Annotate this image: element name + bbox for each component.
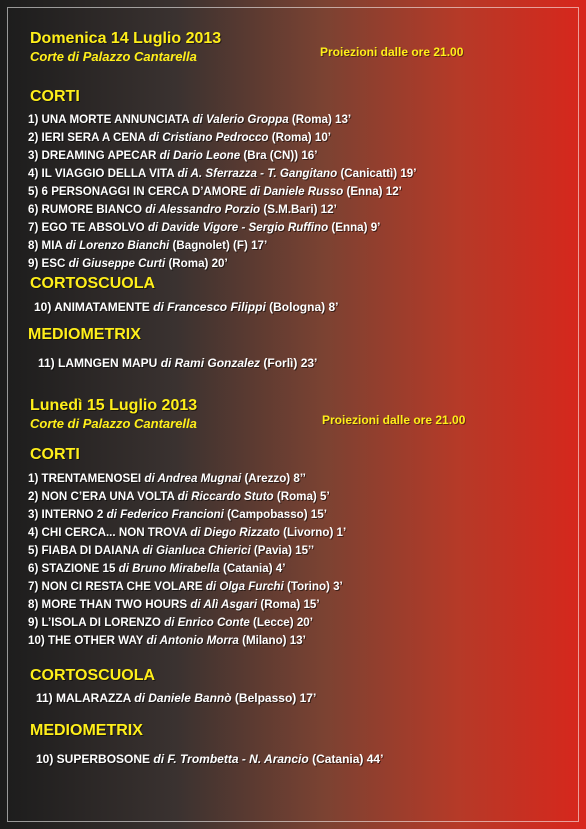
day1-mediometrix-list [38, 354, 317, 372]
film-title: 6) STAZIONE 15 [28, 562, 119, 575]
film-origin-duration: (Canicattì) 19’ [337, 167, 417, 180]
film-origin-duration: (Bra (CN)) 16’ [240, 149, 318, 162]
film-origin-duration: (Bologna) 8’ [265, 300, 339, 314]
film-title: 5) 6 PERSONAGGI IN CERCA D’AMORE [28, 185, 250, 198]
film-origin-duration: (Livorno) 1’ [279, 526, 347, 539]
film-director: di Antonio Morra [146, 634, 239, 647]
film-origin-duration: (Enna) 12’ [343, 185, 402, 198]
film-title: 8) MORE THAN TWO HOURS [28, 598, 191, 611]
film-title: 3) DREAMING APECAR [28, 149, 160, 162]
film-director: di Federico Francioni [106, 508, 224, 521]
day1-corti-list [28, 111, 416, 273]
day2-cortoscuola-list [36, 689, 316, 707]
film-origin-duration: (Campobasso) 15’ [223, 508, 327, 521]
film-director: di Riccardo Stuto [177, 490, 274, 503]
film-title: 5) FIABA DI DAIANA [28, 544, 143, 557]
film-title: 10) THE OTHER WAY [28, 634, 147, 647]
film-entry [28, 506, 346, 524]
day2-mediometrix-list [36, 750, 383, 768]
film-director: di Lorenzo Bianchi [65, 239, 170, 252]
film-origin-duration: (Torino) 3’ [283, 580, 343, 593]
film-entry [28, 578, 346, 596]
film-origin-duration: (Lecce) 20’ [249, 616, 313, 629]
film-entry [28, 165, 416, 183]
film-origin-duration: (Belpasso) 17’ [231, 691, 317, 705]
film-director: di Daniele Bannò [134, 691, 232, 705]
film-title: 6) RUMORE BIANCO [28, 203, 146, 216]
film-title: 9) ESC [28, 257, 69, 270]
day1-title: Domenica 14 Luglio 2013 [30, 30, 222, 47]
film-entry [28, 201, 416, 219]
film-director: di F. Trombetta - N. Arancio [153, 752, 309, 766]
film-origin-duration: (Enna) 9’ [328, 221, 381, 234]
film-director: di Enrico Conte [164, 616, 250, 629]
film-origin-duration: (Catania) 44’ [308, 752, 384, 766]
film-title: 10) SUPERBOSONE [36, 752, 154, 766]
film-entry [28, 524, 346, 542]
day2-cortoscuola-heading: CORTOSCUOLA [30, 667, 156, 684]
film-title: 11) MALARAZZA [36, 691, 135, 705]
film-origin-duration: (Catania) 4’ [219, 562, 286, 575]
film-director: di Rami Gonzalez [160, 356, 261, 370]
film-origin-duration: (S.M.Bari) 12’ [260, 203, 337, 216]
film-origin-duration: (Milano) 13’ [238, 634, 306, 647]
day2-title: Lunedì 15 Luglio 2013 [30, 397, 198, 414]
film-title: 2) IERI SERA A CENA [28, 131, 149, 144]
day1-projections: Proiezioni dalle ore 21.00 [320, 45, 464, 59]
day2-corti-heading: CORTI [30, 446, 80, 463]
film-entry [28, 111, 416, 129]
film-title: 10) ANIMATAMENTE [34, 300, 154, 314]
film-entry [28, 488, 346, 506]
film-entry [28, 237, 416, 255]
film-director: di Alessandro Porzio [145, 203, 261, 216]
film-origin-duration: (Bagnolet) (F) 17’ [169, 239, 268, 252]
day2-venue: Corte di Palazzo Cantarella [30, 416, 197, 431]
film-title: 2) NON C’ERA UNA VOLTA [28, 490, 178, 503]
film-director: di Dario Leone [159, 149, 241, 162]
film-entry [28, 632, 346, 650]
film-entry [28, 542, 346, 560]
film-title: 1) TRENTAMENOSEI [28, 472, 145, 485]
film-director: di Bruno Mirabella [118, 562, 220, 575]
day2-projections: Proiezioni dalle ore 21.00 [322, 413, 466, 427]
film-director: di Valerio Groppa [192, 113, 289, 126]
day1-mediometrix-heading: MEDIOMETRIX [28, 326, 141, 343]
film-director: di Davide Vigore - Sergio Ruffino [147, 221, 329, 234]
film-title: 4) CHI CERCA... NON TROVA [28, 526, 191, 539]
film-title: 4) IL VIAGGIO DELLA VITA [28, 167, 178, 180]
film-entry [36, 750, 383, 768]
day1-cortoscuola-list [34, 298, 338, 316]
day1-venue: Corte di Palazzo Cantarella [30, 49, 197, 64]
day1-corti-heading: CORTI [30, 88, 80, 105]
film-title: 7) EGO TE ABSOLVO [28, 221, 148, 234]
film-director: di Cristiano Pedrocco [148, 131, 269, 144]
film-origin-duration: (Arezzo) 8’’ [241, 472, 306, 485]
film-director: di Alì Asgari [190, 598, 258, 611]
film-entry [34, 298, 338, 316]
film-entry [28, 560, 346, 578]
film-director: di Olga Furchi [205, 580, 284, 593]
film-title: 11) LAMNGEN MAPU [38, 356, 161, 370]
film-title: 7) NON CI RESTA CHE VOLARE [28, 580, 206, 593]
film-title: 3) INTERNO 2 [28, 508, 107, 521]
film-director: di Gianluca Chierici [142, 544, 251, 557]
film-origin-duration: (Roma) 20’ [165, 257, 228, 270]
day2-header [30, 396, 197, 432]
film-entry [28, 219, 416, 237]
film-entry [28, 596, 346, 614]
film-entry [28, 129, 416, 147]
film-entry [38, 354, 317, 372]
film-origin-duration: (Roma) 15’ [257, 598, 320, 611]
day1-cortoscuola-heading: CORTOSCUOLA [30, 275, 156, 292]
film-entry [28, 470, 346, 488]
film-origin-duration: (Pavia) 15’’ [250, 544, 315, 557]
film-entry [36, 689, 316, 707]
film-title: 1) UNA MORTE ANNUNCIATA [28, 113, 193, 126]
film-origin-duration: (Roma) 13’ [288, 113, 352, 126]
day2-corti-list [28, 470, 346, 650]
film-entry [28, 183, 416, 201]
film-title: 8) MIA [28, 239, 66, 252]
film-entry [28, 255, 416, 273]
film-entry [28, 147, 416, 165]
film-origin-duration: (Forlì) 23’ [260, 356, 318, 370]
film-origin-duration: (Roma) 10’ [268, 131, 332, 144]
film-director: di Giuseppe Curti [68, 257, 166, 270]
film-entry [28, 614, 346, 632]
day1-header [30, 29, 221, 65]
film-title: 9) L’ISOLA DI LORENZO [28, 616, 165, 629]
film-origin-duration: (Roma) 5’ [273, 490, 330, 503]
film-director: di A. Sferrazza - T. Gangitano [177, 167, 338, 180]
day2-mediometrix-heading: MEDIOMETRIX [30, 722, 143, 739]
film-director: di Francesco Filippi [153, 300, 266, 314]
film-director: di Andrea Mugnai [144, 472, 242, 485]
film-director: di Diego Rizzato [190, 526, 280, 539]
film-director: di Daniele Russo [249, 185, 344, 198]
